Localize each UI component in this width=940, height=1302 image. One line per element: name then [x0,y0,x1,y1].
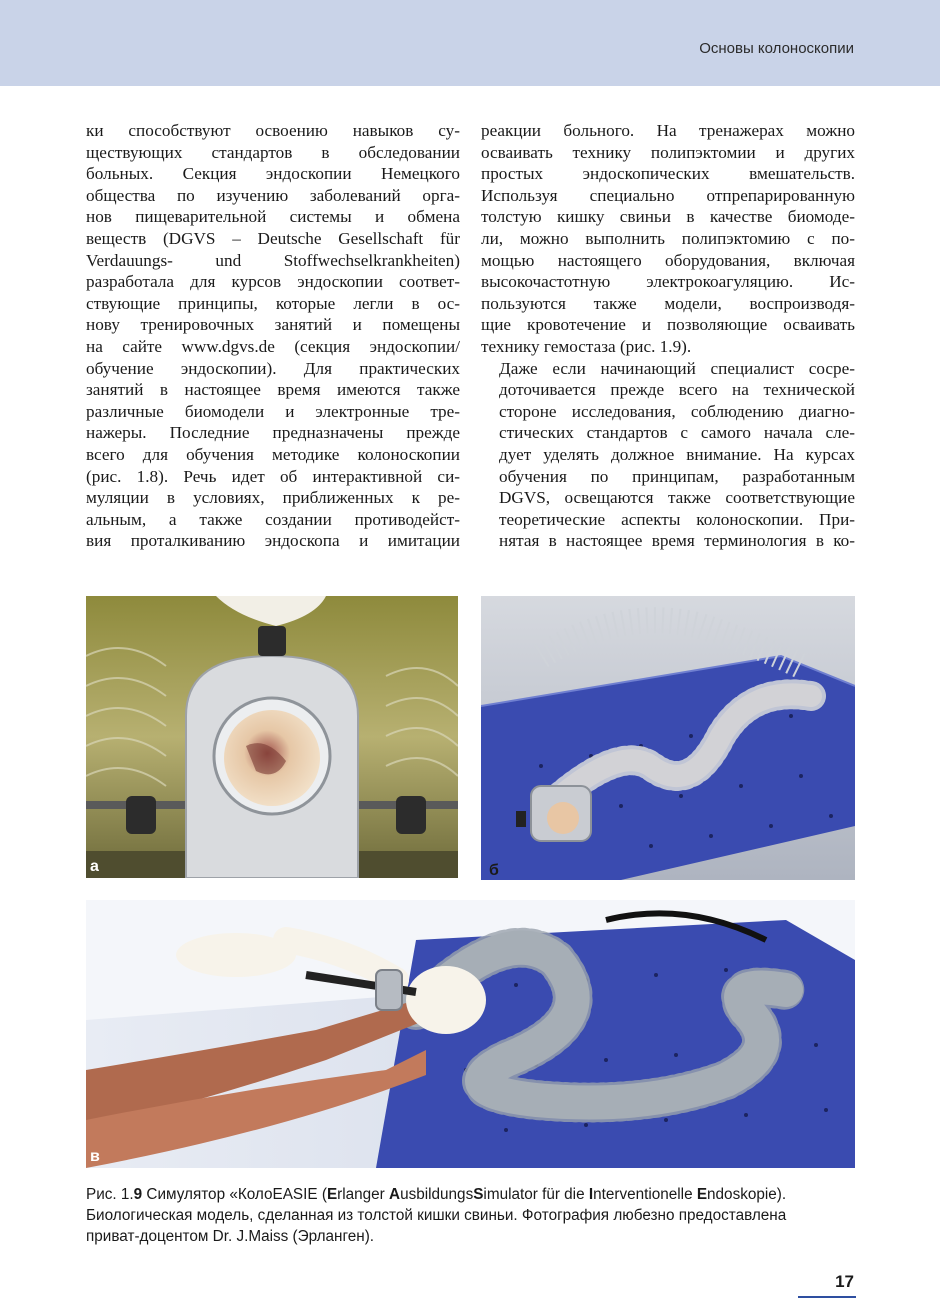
caption-word: imulator für die [483,1186,589,1203]
caption-acronym-letter: I [588,1186,594,1203]
figure-photo-a [86,596,458,878]
text-line: доточивается прежде всего на технической [499,380,855,400]
text-line: разработала для курсов эндоскопии соответ- [86,272,460,292]
caption-word: rlanger [337,1186,390,1203]
text-line: обучения по принципам, разработанным [499,466,855,486]
simulator-overview-illustration [481,596,855,880]
text-line: щие кровотечение и позволяющие осваивать [481,315,855,335]
simulator-closeup-illustration [86,596,458,878]
panel-label-b: б [489,862,499,879]
text-line: всего для обучения методике колоноскопии [86,444,460,464]
text-line: веществ (DGVS – Deutsche Gesellschaft für [86,228,460,248]
caption-word: usbildungs [400,1186,474,1203]
text-line: на сайте www.dgvs.de (секция эндоскопии/ [86,336,460,356]
text-line: стических стандартов с самого начала сле- [499,423,855,443]
text-line: обучение эндоскопии). Для практических [86,358,460,378]
caption-word: nterventionelle [593,1186,697,1203]
text-line: вия проталкиванию эндоскопа и имитации [86,531,460,551]
simulator-in-use-illustration [86,900,855,1168]
figure-caption [86,1184,856,1247]
text-line: занятий в настоящее время имеются также [86,380,460,400]
caption-acronym-letter: E [696,1186,708,1203]
caption-acronym-letter: S [473,1186,484,1203]
right-column [481,120,855,552]
text-line: ки способствуют освоению навыков су- [86,121,460,140]
text-line: муляции в условиях, приближенных к ре- [86,488,460,508]
text-line: мощью настоящего оборудования, включая [481,250,855,270]
text-line: нов пищеварительной системы и обмена [86,207,460,227]
caption-simulator-name: Симулятор «КолоEASIE ( [142,1186,327,1203]
text-line: дует уделять должное внимание. На курсах [499,444,855,464]
caption-acronym-letter: E [326,1186,338,1203]
text-line: осваивать технику полипэктомии и других [481,142,855,162]
right-column-paragraph-2 [481,358,855,552]
text-line: нятая в настоящее время терминология в ко- [499,531,855,551]
caption-prefix: Рис. 1. [86,1186,134,1203]
left-column-paragraph [86,120,460,552]
caption-number: 9 [133,1186,143,1203]
caption-line-3: приват-доцентом Dr. J.Maiss (Эрланген). [86,1228,375,1245]
text-line: Verdauungs- und Stoffwechselkrankheiten) [86,250,460,270]
text-line: высокочастотную электрокоагуляцию. Ис- [481,272,855,292]
text-line: стороне исследования, соблюдению диагно- [499,401,855,421]
figure-photo-b [481,596,855,880]
caption-line-1 [86,1184,856,1205]
text-line: реакции больного. На тренажерах можно [481,121,855,140]
caption-acronym-letter: A [389,1186,401,1203]
text-line: Даже если начинающий специалист сосре- [499,358,855,378]
text-line: простых эндоскопических вмешательств. [481,164,855,184]
text-line: ли, можно выполнить полипэктомию с по- [481,228,855,248]
text-line: Используя специально отпрепарированную [481,185,855,205]
text-line: технику гемостаза (рис. 1.9). [481,336,692,356]
left-column [86,120,460,552]
text-line: ществующих стандартов в обследовании [86,142,460,162]
text-line: (рис. 1.8). Речь идет об интерактивной си- [86,466,460,486]
page-number: 17 [835,1272,854,1291]
text-line: нову тренировочных занятий и помещены [86,315,460,335]
text-line: теоретические аспекты колоноскопии. При- [499,509,855,529]
running-head: Основы колоноскопии [699,40,854,57]
text-line: различные биомодели и электронные тре- [86,401,460,421]
right-column-paragraph-1 [481,120,855,358]
caption-word: ndoskopie). [707,1186,787,1203]
panel-label-a: а [90,858,99,875]
page-number-rule [798,1296,856,1298]
panel-label-c: в [90,1148,100,1165]
text-line: пользуются также модели, воспроизводя- [481,293,855,313]
text-line: нажеры. Последние предназначены прежде [86,423,460,443]
text-line: DGVS, освещаются также соответствующие [499,488,855,508]
text-line: альным, а также создании противодейст- [86,509,460,529]
caption-line-2: Биологическая модель, сделанная из толстой кишки свиньи. Фотография любезно предоставлена [86,1207,787,1224]
text-line: больных. Секция эндоскопии Немецкого [86,164,460,184]
text-line: толстую кишку свиньи в качестве биомоде- [481,207,855,227]
text-line: ствующие принципы, которые легли в ос- [86,293,460,313]
text-line: общества по изучению заболеваний орга- [86,185,460,205]
figure-photo-c [86,900,855,1168]
